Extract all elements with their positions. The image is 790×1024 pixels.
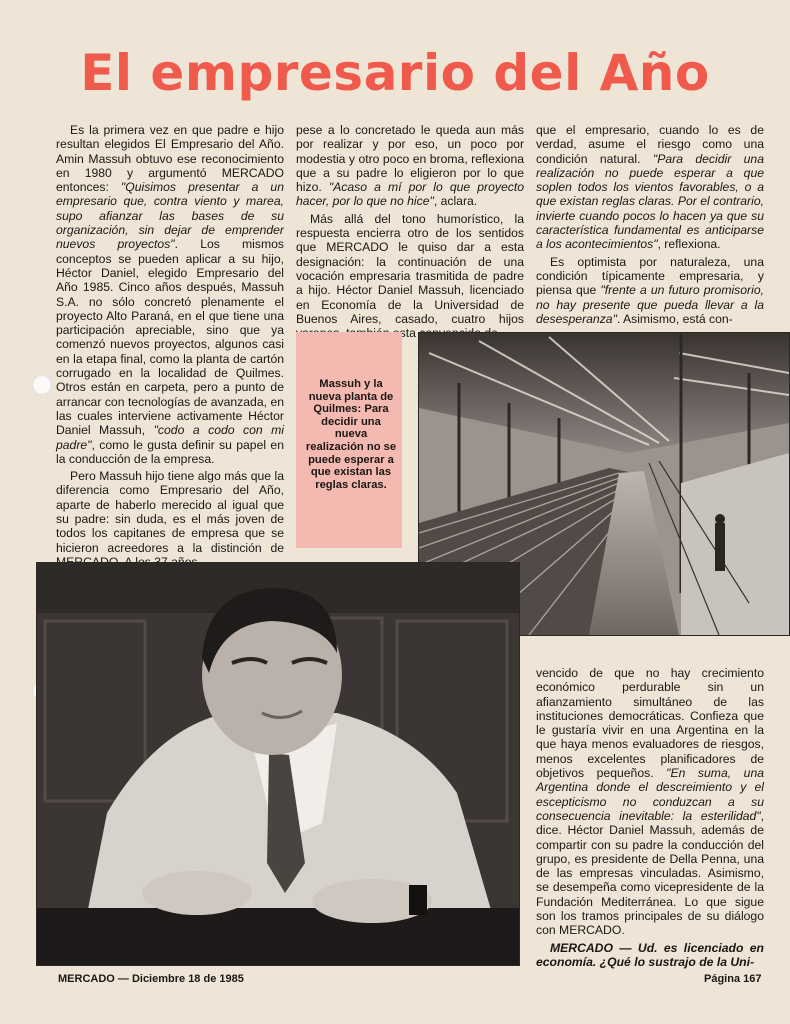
article-column-3 — [536, 123, 764, 326]
article-title: El empresario del Año — [80, 44, 710, 102]
portrait-photo — [36, 562, 520, 966]
paragraph: pese a lo concretado le queda aun más por realizar y por eso, un poco por modestia y otro poco en broma, reflexiona que a su padre lo eligieron por lo que hizo. "Acaso a mí por lo que proyecto hacer, por lo que no hice", aclara. — [296, 123, 524, 209]
article-column-1 — [56, 123, 284, 569]
paragraph: Pero Massuh hijo tiene algo más que la diferencia como Empresario del Año, aparte de haberlo merecido al igual que su padre: sin duda, es el más joven de todos los capitanes de empresa que se hicieron acreedores a la distinción de — [56, 469, 284, 555]
footer-publication-date: MERCADO — Diciembre 18 de 1985 — [58, 973, 244, 985]
article-column-2 — [296, 123, 524, 340]
photo-caption: Massuh y la nueva planta de Quilmes: Para decidir una nueva realización no se puede esperar a que existan las reglas claras. — [305, 378, 397, 491]
paragraph: Es optimista por naturaleza, una condición típicamente empresaria, y piensa que "frente a un futuro promisorio, no hay presente que pueda llevar a la desesperanza". Asimismo, está con- — [536, 254, 764, 326]
paragraph: que el empresario, cuando lo es de verdad, asume el riesgo como una condición natural. "Para decidir una realización no puede esperar a que soplen todos los vientos favorables, o a que existan reglas claras. Por el contrario, invierte cuando pocos lo hacen ya que su característica fundamental es anticiparse a los acontecimientos", reflexiona. — [536, 123, 764, 252]
interview-question: MERCADO — Ud. es licenciado en economía. ¿Qué lo sustrajo de la Uni- — [536, 940, 765, 969]
paragraph: vencido de que no hay crecimiento económico perdurable sin un afianzamiento simultáneo de las instituciones democráticas. Confieza que le gustaría vivir en una Argentina en la que haya menos evaluadores de riesgos, menos excelentes planificadores de objetivos pequeños. "En suma, una Argentina donde el descreimiento y el escepticismo no conduzcan a su consecuencia inevitable: la esterilidad", dice. Héctor Daniel Massuh, además de compartir con su padre la conducción del grupo, es presidente de Della Penna, una de las empresas vinculadas. Asimismo, se desempeña como vicepresidente de la Fundación Mediterránea. Lo que sigue son los tramos principales de su diálogo con MERCADO. — [536, 666, 764, 938]
paragraph: Más allá del tono humorístico, la respuesta encierra otro de los sentidos que MERCADO le quiso dar a esta designación: la continuación de una vocación empresaria trasmitida de padre a hijo. Héctor Daniel Massuh, licenciado en Economía de la Universidad de Buenos Aires, casado, cuatro hijos esta — [296, 211, 524, 341]
page-number: Página 167 — [704, 973, 762, 985]
punch-hole-top — [32, 375, 52, 395]
paragraph: Es la primera vez en que padre e hijo resultan elegidos El Empresario del Año. Amin Massuh obtuvo ese reconocimiento en 1980 y argumentó MERCADO entonces: "Quisimos presentar a un empresario que, contra viento y marea, supo afianzar las bases de su organización, sin dejar de emprender nuevos proyectos". Los mismos conceptos se pueden aplicar a su hijo, Héctor Daniel, elegido Empresario del Año 1985. Cinco años después, Massuh S.A. no sólo concretó plenamente el proyecto Alto Paraná, en el que tiene una participación apreciable, sino que ya comenzó nuevos proyectos, algunos casi en la etapa final, como la planta de cartón corrugado en la localidad de Quilmes. Otros están en carpeta, pero a punto de arrancar con tecnologías de avanzada, en las cuales interviene activamente Héctor Daniel Massuh, "codo a codo con mi padre", como le gusta definir su papel en la conducción de la empresa. — [56, 123, 285, 466]
article-column-4 — [536, 666, 764, 969]
